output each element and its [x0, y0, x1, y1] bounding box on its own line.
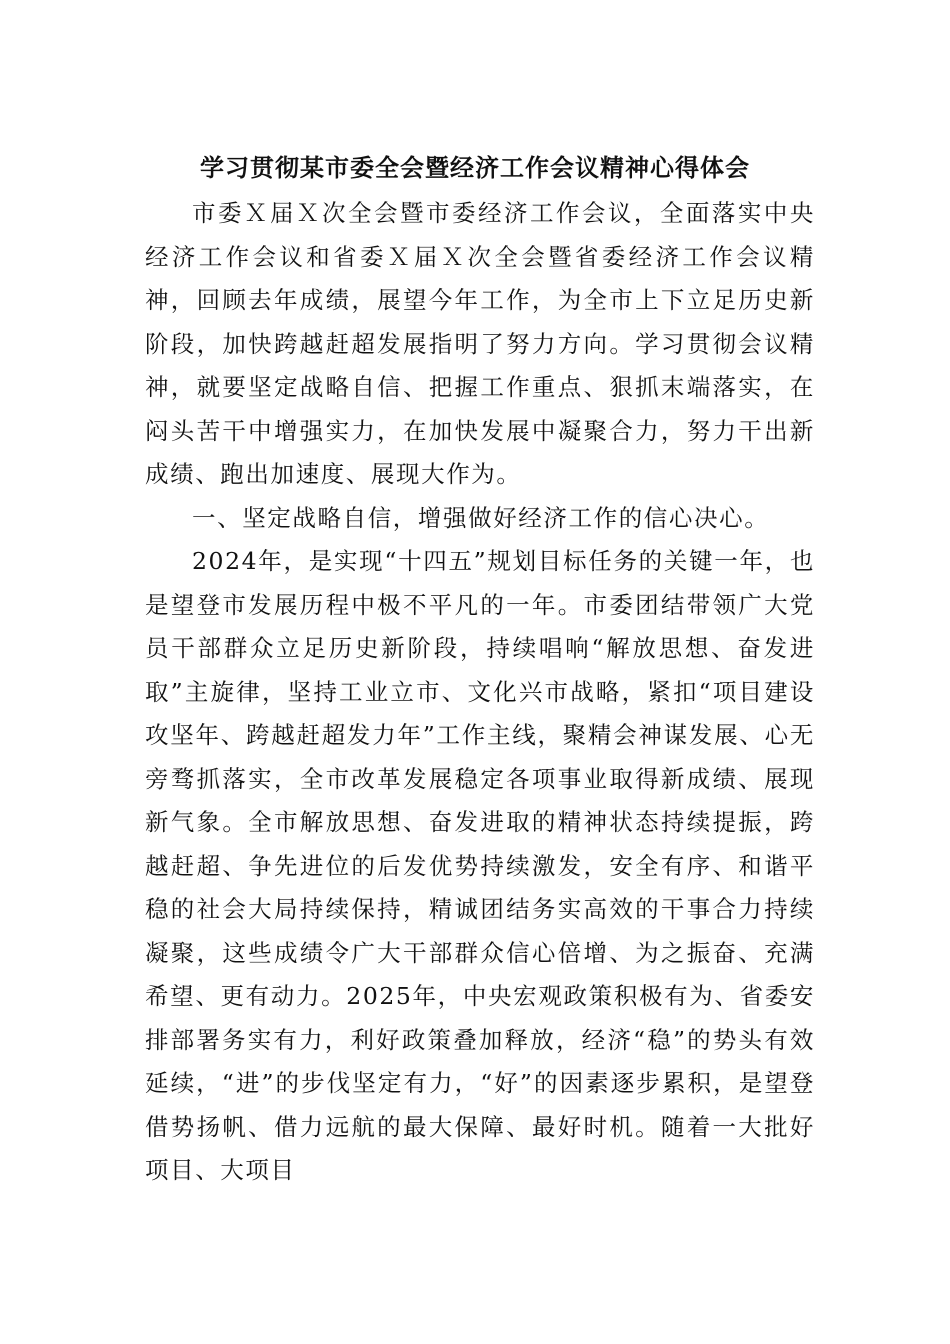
document-body: [145, 192, 815, 1252]
document-title: 学习贯彻某市委全会暨经济工作会议精神心得体会: [200, 154, 750, 182]
paragraph-section-1: 2024年，是实现“十四五”规划目标任务的关键一年，也是望登市发展历程中极不平凡的一年。市委团结带领广大党员干部群众立足历史新阶段，持续唱响“解放思想、奋发进取”主旋律，坚持工业立市、文化兴市战略，紧扣“项目建设攻坚年、跨越赶超发力年”工作主线，聚精会神谋发展、心无旁骛抓落实，全市改革发展稳定各项事业取得新成绩、展现新气象。全市解放思想、奋发进取的精神状态持续提振，跨越赶超、争先进位的后发优势持续激发，安全有序、和谐平稳的社会大局持续保持，精诚团结务实高效的干事合力持续凝聚，这些成绩令广大干部群众信心倍增、为之振奋、充满希望、更有动力。2025年，中央宏观政策积极有为、省委安排部署务实有力，利好政策叠加释放，经济“稳”的势头有效延续，“进”的步伐坚定有力，“好”的因素逐步累积，是望登借势扬帆、借力远航的最大保障、最好时机。随着一大批好项目、大项目: [145, 547, 815, 1184]
paragraph-intro: 市委Ｘ届Ｘ次全会暨市委经济工作会议，全面落实中央经济工作会议和省委Ｘ届Ｘ次全会暨省委经济工作会议精神，回顾去年成绩，展望今年工作，为全市上下立足历史新阶段，加快跨越赶超发展指明了努力方向。学习贯彻会议精神，就要坚定战略自信、把握工作重点、狠抓末端落实，在闷头苦干中增强实力，在加快发展中凝聚合力，努力干出新成绩、跑出加速度、展现大作为。: [145, 199, 815, 488]
section-heading-1: 一、坚定战略自信，增强做好经济工作的信心决心。: [192, 503, 770, 532]
